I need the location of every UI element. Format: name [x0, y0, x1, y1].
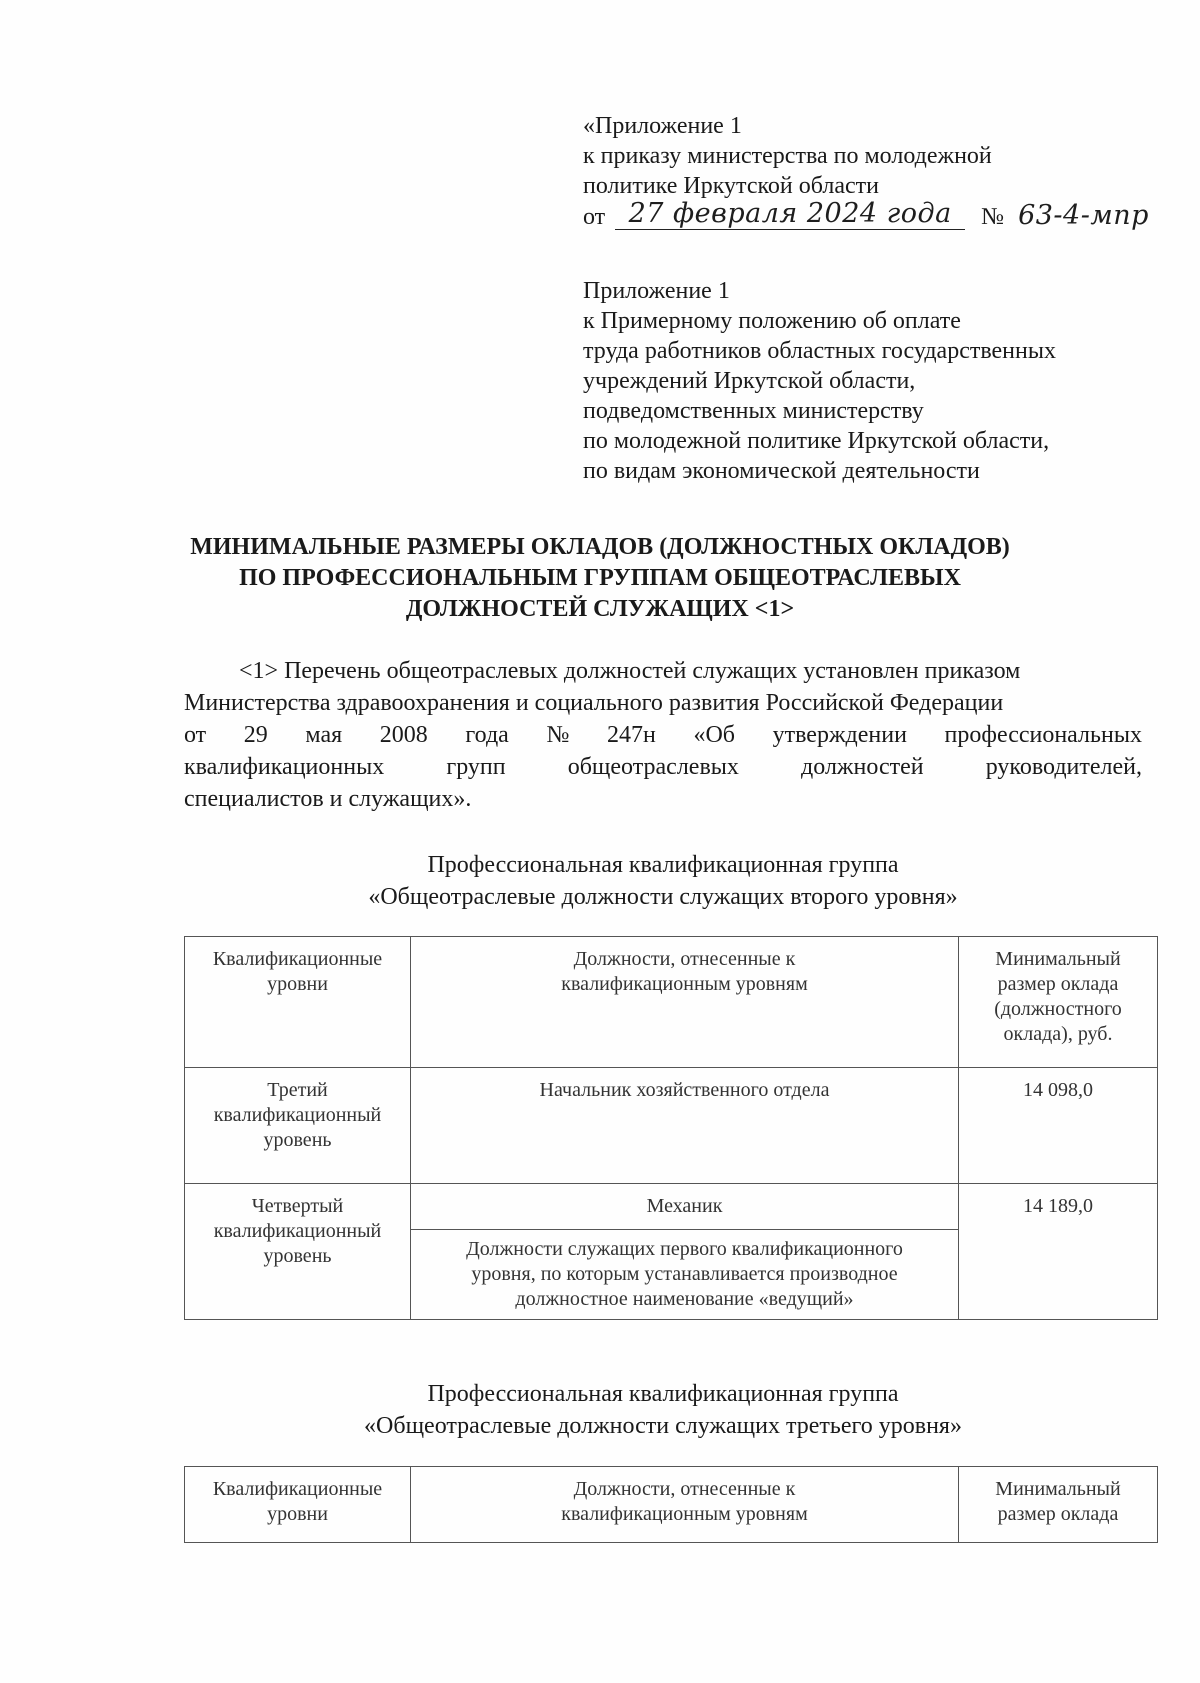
- positions-cell: [411, 1068, 959, 1184]
- number-label: №: [981, 204, 1005, 230]
- header-cell-levels: [185, 937, 411, 1068]
- regulation-appendix-line: к Примерному положению об оплате: [583, 308, 961, 334]
- title-line: МИНИМАЛЬНЫЕ РАЗМЕРЫ ОКЛАДОВ (ДОЛЖНОСТНЫХ ОКЛАДОВ): [190, 534, 1010, 560]
- title-line: ДОЛЖНОСТЕЙ СЛУЖАЩИХ <1>: [405, 596, 795, 622]
- word: года: [465, 722, 509, 748]
- word: утверждении: [772, 722, 907, 748]
- cell-text: Механик: [646, 1195, 723, 1217]
- title-line: ПО ПРОФЕССИОНАЛЬНЫМ ГРУППАМ ОБЩЕОТРАСЛЕВЫХ: [239, 565, 961, 591]
- cell-text: Должности служащих первого квалификационного: [466, 1238, 903, 1260]
- order-date-line: [583, 198, 1149, 232]
- header-cell-levels: [185, 1467, 411, 1543]
- handwritten-number: 63-4-мпр: [1018, 200, 1149, 231]
- regulation-appendix-line: подведомственных министерству: [583, 398, 924, 424]
- regulation-appendix-line: по молодежной политике Иркутской области,: [583, 428, 1050, 454]
- cell-text: оклада), руб.: [1003, 1023, 1113, 1045]
- header-cell-positions: [411, 1467, 959, 1543]
- cell-text: 14 098,0: [1023, 1079, 1093, 1101]
- cell-text: размер оклада: [997, 1503, 1119, 1525]
- group-heading-third-level: [184, 1378, 1142, 1442]
- word: министерства: [687, 143, 828, 169]
- cell-text: квалификационный: [213, 1220, 382, 1242]
- word: групп: [446, 754, 506, 780]
- cell-text: уровни: [267, 1503, 328, 1525]
- word: по: [833, 143, 859, 169]
- word: квалификационных: [184, 754, 385, 780]
- cell-text: квалификационным уровням: [561, 973, 808, 995]
- salary-table-second-level: [184, 936, 1158, 1320]
- salary-cell: [959, 1184, 1158, 1320]
- regulation-appendix: [583, 276, 1143, 486]
- cell-text: 14 189,0: [1023, 1195, 1093, 1217]
- cell-text: Минимальный: [995, 1478, 1121, 1500]
- order-appendix-line2: [583, 141, 1143, 171]
- footnote-text: <1> Перечень общеотраслевых должностей служащих установлен приказом: [239, 658, 1021, 684]
- cell-text: уровня, по которым устанавливается производное: [471, 1263, 898, 1285]
- group-heading-line: Профессиональная квалификационная группа: [427, 1381, 899, 1407]
- cell-text: Начальник хозяйственного отдела: [539, 1079, 830, 1101]
- footnote-line: [184, 687, 1142, 719]
- word: приказу: [600, 143, 682, 169]
- word: должностей: [801, 754, 924, 780]
- footnote-line: [184, 719, 1142, 751]
- word: к: [583, 143, 595, 169]
- footnote-paragraph: [184, 655, 1142, 815]
- header-cell-positions: [411, 937, 959, 1068]
- order-appendix-line3: политике Иркутской области: [583, 173, 879, 199]
- group-heading-second-level: [184, 849, 1142, 913]
- cell-text: квалификационный: [213, 1104, 382, 1126]
- footnote-text: Министерства здравоохранения и социального развития Российской Федерации: [184, 690, 1004, 716]
- cell-text: квалификационным уровням: [561, 1503, 808, 1525]
- salary-cell: [959, 1068, 1158, 1184]
- cell-text: должностное наименование «ведущий»: [515, 1288, 854, 1310]
- footnote-line: [184, 655, 1142, 687]
- word: руководителей,: [985, 754, 1142, 780]
- word: 2008: [379, 722, 428, 748]
- order-appendix: [583, 111, 1149, 232]
- salary-table-third-level: [184, 1466, 1158, 1543]
- cell-text: размер оклада: [997, 973, 1119, 995]
- regulation-appendix-line: труда работников областных государственных: [583, 338, 1056, 364]
- header-cell-salary: [959, 1467, 1158, 1543]
- positions-cell: [411, 1230, 959, 1320]
- table-row: [185, 1184, 1158, 1230]
- regulation-appendix-line: по видам экономической деятельности: [583, 458, 980, 484]
- cell-text: Квалификационные: [212, 948, 383, 970]
- regulation-appendix-line: Приложение 1: [583, 278, 730, 304]
- cell-text: Четвертый: [251, 1195, 344, 1217]
- cell-text: Минимальный: [995, 948, 1121, 970]
- cell-text: Третий: [267, 1079, 328, 1101]
- regulation-appendix-line: учреждений Иркутской области,: [583, 368, 916, 394]
- table-header-row: [185, 1467, 1158, 1543]
- cell-text: Должности, отнесенные к: [573, 948, 796, 970]
- handwritten-date: 27 февраля 2024 года: [615, 199, 965, 230]
- word: профессиональных: [944, 722, 1142, 748]
- cell-text: уровень: [263, 1129, 332, 1151]
- cell-text: Должности, отнесенные к: [573, 1478, 796, 1500]
- group-heading-line: «Общеотраслевые должности служащих третьего уровня»: [364, 1413, 962, 1439]
- word: 247н: [606, 722, 656, 748]
- word: молодежной: [864, 143, 992, 169]
- cell-text: Квалификационные: [212, 1478, 383, 1500]
- header-cell-salary: [959, 937, 1158, 1068]
- word: 29: [243, 722, 268, 748]
- group-heading-line: Профессиональная квалификационная группа: [427, 852, 899, 878]
- group-heading-line: «Общеотраслевые должности служащих второго уровня»: [368, 884, 958, 910]
- positions-cell: [411, 1184, 959, 1230]
- document-title: [150, 532, 1050, 625]
- word: мая: [305, 722, 343, 748]
- cell-text: (должностного: [994, 998, 1122, 1020]
- word: от: [184, 722, 207, 748]
- level-cell: [185, 1068, 411, 1184]
- order-appendix-title: «Приложение 1: [583, 113, 742, 139]
- word: «Об: [693, 722, 735, 748]
- table-row: [185, 1068, 1158, 1184]
- word: общеотраслевых: [567, 754, 739, 780]
- table-header-row: [185, 937, 1158, 1068]
- word: №: [546, 722, 570, 748]
- footnote-line: специалистов и служащих».: [184, 786, 472, 812]
- level-cell: [185, 1184, 411, 1320]
- from-label: от: [583, 204, 606, 230]
- cell-text: уровень: [263, 1245, 332, 1267]
- cell-text: уровни: [267, 973, 328, 995]
- footnote-line: [184, 751, 1142, 783]
